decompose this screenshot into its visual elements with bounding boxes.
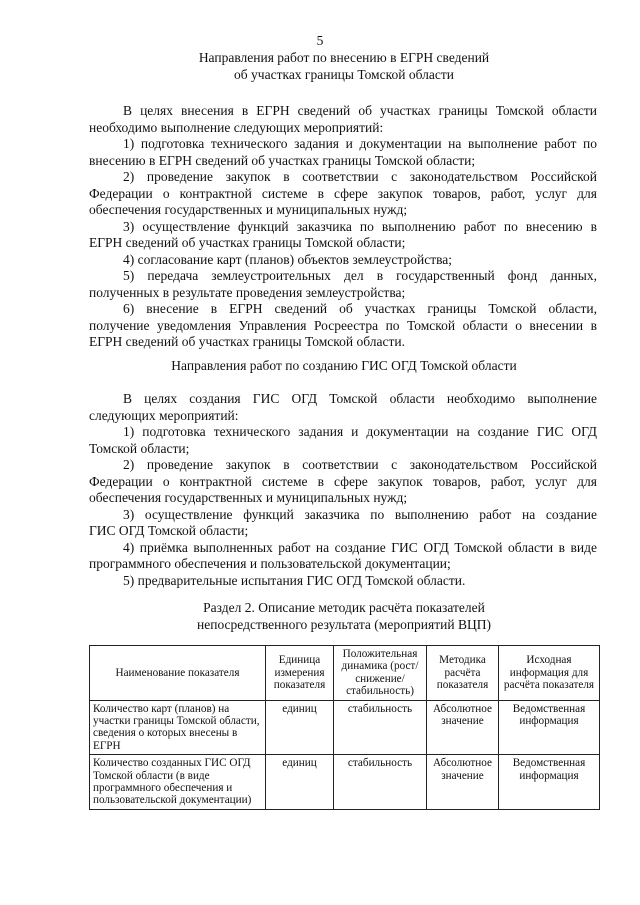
cell-method: Абсолютное значение xyxy=(427,755,499,810)
page-number: 5 xyxy=(316,33,324,48)
header-dynamics: Положительная динамика (рост/снижение/ стабильность) xyxy=(334,646,427,701)
section-title-egrn xyxy=(60,50,628,83)
egrn-text-line: внесению в ЕГРН сведений об участках границы Томской области; xyxy=(89,152,476,168)
gis-text-line: 4) приёмка выполненных работ на создание ГИС ОГД Томской области в виде xyxy=(123,539,597,555)
cell-indicator-name: Количество карт (планов) на участки границы Томской области, сведения о которых внесены в ЕГРН xyxy=(90,700,266,755)
egrn-text-line: 5) передача землеустроительных дел в государственный фонд данных, xyxy=(123,268,597,283)
gis-text-line: обеспечения государственных и муниципальных нужд; xyxy=(89,490,408,505)
gis-text-line: ГИС ОГД Томской области; xyxy=(89,523,249,538)
egrn-text-line: необходимо выполнение следующих мероприятий: xyxy=(89,119,384,135)
section-title-methods xyxy=(60,600,628,633)
gis-text-line: следующих мероприятий: xyxy=(89,407,239,423)
header-source: Исходная информация для расчёта показателя xyxy=(499,646,600,701)
section-body-gis xyxy=(89,391,597,589)
cell-dynamics: стабильность xyxy=(334,700,427,755)
egrn-text-line: ЕГРН сведений об участках границы Томской области; xyxy=(89,235,406,250)
gis-text-line: Федерации о контрактной системе в сфере закупок товаров, работ, услуг для xyxy=(89,473,597,489)
title-line: непосредственного результата (мероприятий ВЦП) xyxy=(197,616,491,632)
gis-text-line: В целях создания ГИС ОГД Томской области необходимо выполнение xyxy=(123,391,597,406)
title-line: Направления работ по созданию ГИС ОГД Томской области xyxy=(171,358,517,373)
gis-text-line: программного обеспечения и пользовательской документации; xyxy=(89,556,451,571)
cell-method: Абсолютное значение xyxy=(427,700,499,755)
egrn-text-line: В целях внесения в ЕГРН сведений об участках границы Томской области xyxy=(123,103,597,118)
table-header-row xyxy=(90,646,600,701)
header-indicator-name: Наименование показателя xyxy=(90,646,266,701)
cell-unit: единиц xyxy=(266,700,334,755)
egrn-text-line: 6) внесение в ЕГРН сведений об участках границы Томской области, xyxy=(123,301,597,316)
egrn-text-line: ЕГРН сведений об участках границы Томской области. xyxy=(89,334,405,349)
gis-text-line: 5) предварительные испытания ГИС ОГД Томской области. xyxy=(123,572,466,588)
header-unit: Единица измерения показателя xyxy=(266,646,334,701)
egrn-text-line: 3) осуществление функций заказчика по выполнению работ по внесению в xyxy=(123,218,597,234)
egrn-text-line: 1) подготовка технического задания и документации на выполнение работ по xyxy=(123,136,597,151)
table-row xyxy=(90,755,600,810)
indicators-table xyxy=(89,645,600,810)
egrn-text-line: полученных в результате проведения землеустройства; xyxy=(89,284,406,300)
egrn-text-line: Федерации о контрактной системе в сфере закупок товаров, работ, услуг для xyxy=(89,185,597,201)
gis-text-line: 3) осуществление функций заказчика по выполнению работ на создание xyxy=(123,506,597,522)
cell-dynamics: стабильность xyxy=(334,755,427,810)
gis-text-line: Томской области; xyxy=(89,440,190,456)
header-method: Методика расчёта показателя xyxy=(427,646,499,701)
cell-source: Ведомственная информация xyxy=(499,755,600,810)
egrn-text-line: 2) проведение закупок в соответствии с законодательством Российской xyxy=(123,169,597,184)
cell-source: Ведомственная информация xyxy=(499,700,600,755)
egrn-text-line: получение уведомления Управления Росреестра по Томской области о внесении в xyxy=(89,317,597,333)
title-line: об участках границы Томской области xyxy=(234,66,454,82)
cell-indicator-name: Количество созданных ГИС ОГД Томской области (в виде программного обеспечения и пользовательской документации) xyxy=(90,755,266,810)
title-line: Направления работ по внесению в ЕГРН сведений xyxy=(198,50,490,65)
gis-text-line: 1) подготовка технического задания и документации на создание ГИС ОГД xyxy=(123,424,597,439)
gis-text-line: 2) проведение закупок в соответствии с законодательством Российской xyxy=(123,457,597,472)
section-title-gis xyxy=(60,358,628,375)
section-body-egrn xyxy=(89,103,597,351)
egrn-text-line: 4) согласование карт (планов) объектов землеустройства; xyxy=(123,251,453,267)
cell-unit: единиц xyxy=(266,755,334,810)
table-row xyxy=(90,700,600,755)
title-line: Раздел 2. Описание методик расчёта показателей xyxy=(203,600,485,615)
egrn-text-line: обеспечения государственных и муниципальных нужд; xyxy=(89,202,408,217)
